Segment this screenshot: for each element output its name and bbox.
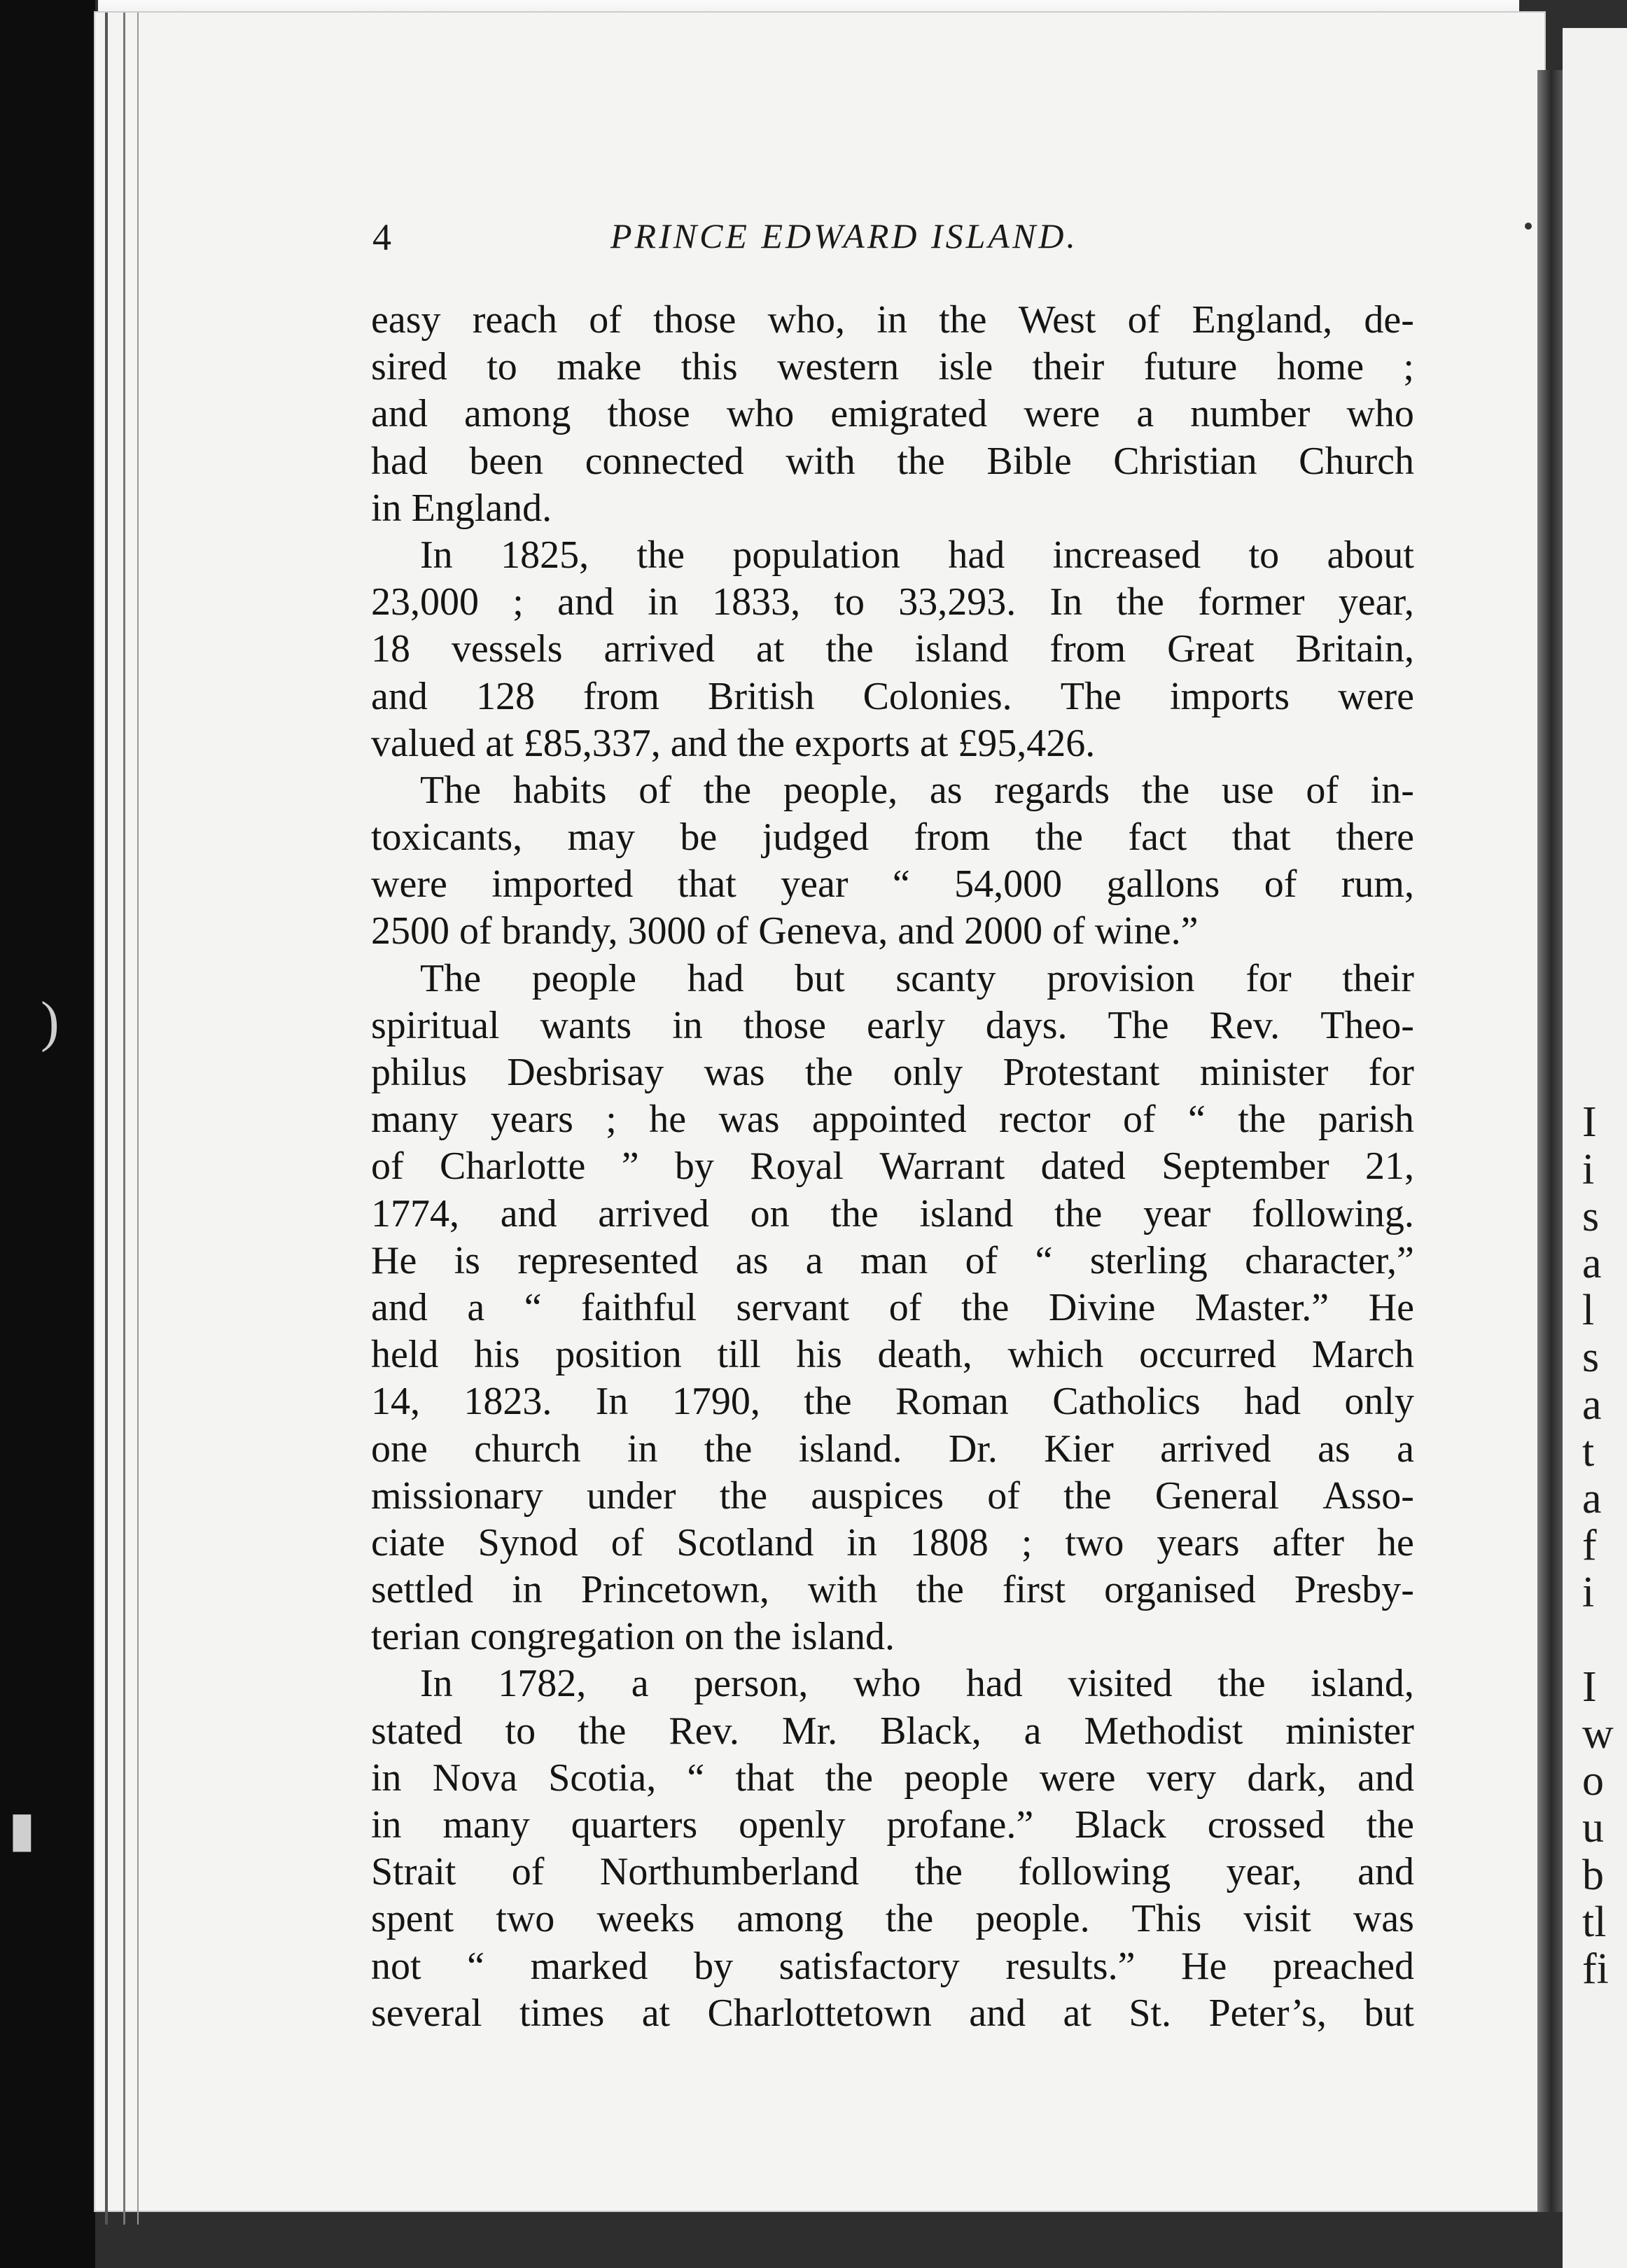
text-line: The people had but scanty provision for their <box>420 956 1414 1000</box>
text-line: and a “ faithful servant of the Divine Master.” He <box>371 1285 1414 1329</box>
text-line: 14, 1823. In 1790, the Roman Catholics had only <box>371 1380 1414 1424</box>
text-line: stated to the Rev. Mr. Black, a Methodist minister <box>371 1709 1414 1753</box>
next-page-fragment: I <box>1582 1662 1597 1711</box>
next-page-fragment: t <box>1582 1427 1595 1476</box>
next-page-fragment: u <box>1582 1804 1604 1852</box>
running-header <box>372 216 1402 272</box>
text-line: in England. <box>371 486 552 530</box>
text-line: The habits of the people, as regards the use of in- <box>420 768 1414 812</box>
running-title: PRINCE EDWARD ISLAND. <box>610 216 1078 255</box>
binding-line <box>123 13 125 2225</box>
next-page-fragment: s <box>1582 1192 1600 1240</box>
scan-speck: ) <box>41 991 60 1053</box>
text-line: spent two weeks among the people. This visit was <box>371 1897 1414 1941</box>
text-line: terian congregation on the island. <box>371 1615 895 1659</box>
text-line: several times at Charlottetown and at St. Peter’s, but <box>371 1991 1414 2035</box>
page-number: 4 <box>372 216 391 258</box>
text-line: in many quarters openly profane.” Black crossed the <box>371 1803 1414 1847</box>
text-line: many years ; he was appointed rector of “ the parish <box>371 1098 1414 1142</box>
text-line: He is represented as a man of “ sterling character,” <box>371 1238 1414 1282</box>
scan-dot <box>1525 223 1532 230</box>
next-page-fragment: tl <box>1582 1898 1607 1946</box>
text-line: not “ marked by satisfactory results.” He preached <box>371 1944 1414 1988</box>
page-gutter-shadow <box>1537 70 1563 2212</box>
next-page-fragment: l <box>1582 1287 1595 1335</box>
text-line: held his position till his death, which occurred March <box>371 1333 1414 1377</box>
text-line: in Nova Scotia, “ that the people were very dark, and <box>371 1756 1414 1800</box>
text-line: 23,000 ; and in 1833, to 33,293. In the former year, <box>371 580 1414 624</box>
next-page-fragment: a <box>1582 1240 1602 1287</box>
left-scan-margin <box>0 0 95 2268</box>
text-line: In 1782, a person, who had visited the island, <box>420 1662 1414 1706</box>
binding-line <box>137 13 139 2225</box>
text-line: In 1825, the population had increased to about <box>420 533 1414 577</box>
text-line: 2500 of brandy, 3000 of Geneva, and 2000 of wine.” <box>371 909 1199 953</box>
text-line: spiritual wants in those early days. The Rev. Theo- <box>371 1003 1414 1047</box>
next-page-fragment: I <box>1582 1098 1597 1147</box>
text-line: Strait of Northumberland the following year, and <box>371 1850 1414 1894</box>
next-page-fragment: i <box>1582 1145 1595 1194</box>
text-line: sired to make this western isle their future home ; <box>371 345 1414 389</box>
text-line: 18 vessels arrived at the island from Great Britain, <box>371 627 1414 671</box>
text-line: settled in Princetown, with the first organised Presby- <box>371 1568 1414 1612</box>
next-page-fragment: o <box>1582 1757 1604 1805</box>
body-text <box>371 297 1414 2037</box>
text-line: were imported that year “ 54,000 gallons of rum, <box>371 862 1414 906</box>
next-page-fragment: f <box>1582 1522 1597 1570</box>
text-line: philus Desbrisay was the only Protestant minister for <box>371 1051 1414 1094</box>
text-line: toxicants, may be judged from the fact that there <box>371 816 1414 860</box>
text-line: easy reach of those who, in the West of England, de- <box>371 298 1414 342</box>
next-page-fragment: b <box>1582 1851 1604 1899</box>
text-line: and among those who emigrated were a number who <box>371 392 1414 436</box>
text-line: valued at £85,337, and the exports at £95,426. <box>371 721 1096 765</box>
next-page-fragment: s <box>1582 1334 1600 1382</box>
binding-line <box>105 13 108 2225</box>
text-line: and 128 from British Colonies. The imports were <box>371 674 1414 718</box>
scan-speck: ▮ <box>8 1803 36 1857</box>
next-page-fragment: a <box>1582 1380 1602 1429</box>
next-page-sliver <box>1563 28 1627 2268</box>
next-page-fragment: a <box>1582 1475 1602 1522</box>
text-line: ciate Synod of Scotland in 1808 ; two years after he <box>371 1520 1414 1564</box>
text-line: 1774, and arrived on the island the year following. <box>371 1191 1414 1236</box>
next-page-fragment: w <box>1582 1710 1614 1758</box>
text-line: had been connected with the Bible Christian Church <box>371 439 1414 483</box>
next-page-fragment: fi <box>1582 1945 1609 1993</box>
next-page-fragment: i <box>1582 1569 1595 1617</box>
text-line: of Charlotte ” by Royal Warrant dated September 21, <box>371 1144 1414 1189</box>
text-line: one church in the island. Dr. Kier arrived as a <box>371 1427 1414 1471</box>
text-line: missionary under the auspices of the General Asso- <box>371 1474 1414 1518</box>
